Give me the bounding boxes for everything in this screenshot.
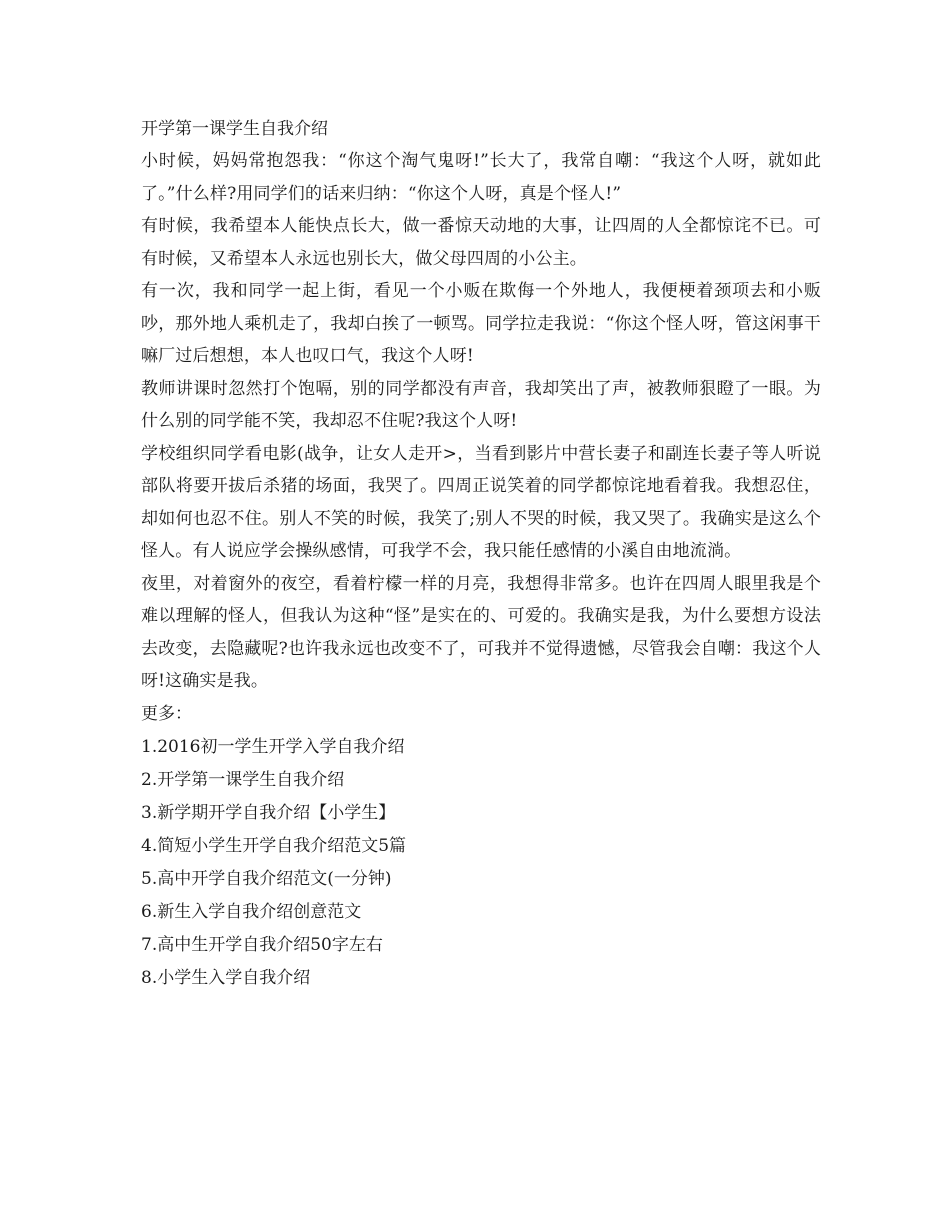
more-link-item[interactable]: 3.新学期开学自我介绍【小学生】 bbox=[141, 802, 396, 823]
paragraph-movie: 学校组织同学看电影(战争，让女人走开>，当看到影片中营长妻子和副连长妻子等人听说部队将要开拔后杀猪的场面，我哭了。四周正说笑着的同学都惊诧地看着我。我想忍住，却如何也忍不住。别人不笑的时候，我笑了;别人不哭的时候，我又哭了。我确实是这么个怪人。有人说应学会操纵感情，可我学不会，我只能任感情的小溪自由地流淌。 bbox=[141, 443, 821, 561]
more-label: 更多： bbox=[141, 703, 192, 724]
paragraph-night: 夜里，对着窗外的夜空，看着柠檬一样的月亮，我想得非常多。也许在四周人眼里我是个难以理解的怪人，但我认为这种“怪”是实在的、可爱的。我确实是我，为什么要想方设法去改变，去隐藏呢?也许我永远也改变不了，可我并不觉得遗憾，尽管我会自嘲：我这个人呀!这确实是我。 bbox=[141, 573, 821, 691]
paragraph-wishes: 有时候，我希望本人能快点长大，做一番惊天动地的大事，让四周的人全都惊诧不已。可有时候，又希望本人永远也别长大，做父母四周的小公主。 bbox=[141, 216, 821, 269]
document-title: 开学第一课学生自我介绍 bbox=[141, 119, 328, 139]
paragraph-classroom: 教师讲课时忽然打个饱嗝，别的同学都没有声音，我却笑出了声，被教师狠瞪了一眼。为什么别的同学能不笑，我却忍不住呢?我这个人呀! bbox=[141, 378, 821, 431]
more-link-item[interactable]: 2.开学第一课学生自我介绍 bbox=[141, 769, 345, 790]
paragraph-street-incident: 有一次，我和同学一起上街，看见一个小贩在欺侮一个外地人，我便梗着颈项去和小贩吵，那外地人乘机走了，我却白挨了一顿骂。同学拉走我说：“你这个怪人呀，管这闲事干嘛厂过后想想，本人也叹口气，我这个人呀! bbox=[141, 281, 821, 366]
more-link-item[interactable]: 6.新生入学自我介绍创意范文 bbox=[141, 901, 362, 922]
more-link-item[interactable]: 1.2016初一学生开学入学自我介绍 bbox=[141, 736, 405, 757]
more-link-item[interactable]: 7.高中生开学自我介绍50字左右 bbox=[141, 934, 383, 955]
more-link-item[interactable]: 8.小学生入学自我介绍 bbox=[141, 967, 311, 988]
more-link-item[interactable]: 5.高中开学自我介绍范文(一分钟) bbox=[141, 868, 392, 889]
more-links-list bbox=[141, 731, 821, 995]
paragraph-childhood: 小时候，妈妈常抱怨我：“你这个淘气鬼呀!”长大了，我常自嘲：“我这个人呀，就如此了。”什么样?用同学们的话来归纳：“你这个人呀，真是个怪人!” bbox=[141, 151, 821, 204]
document-page bbox=[141, 113, 821, 995]
more-link-item[interactable]: 4.简短小学生开学自我介绍范文5篇 bbox=[141, 835, 407, 856]
